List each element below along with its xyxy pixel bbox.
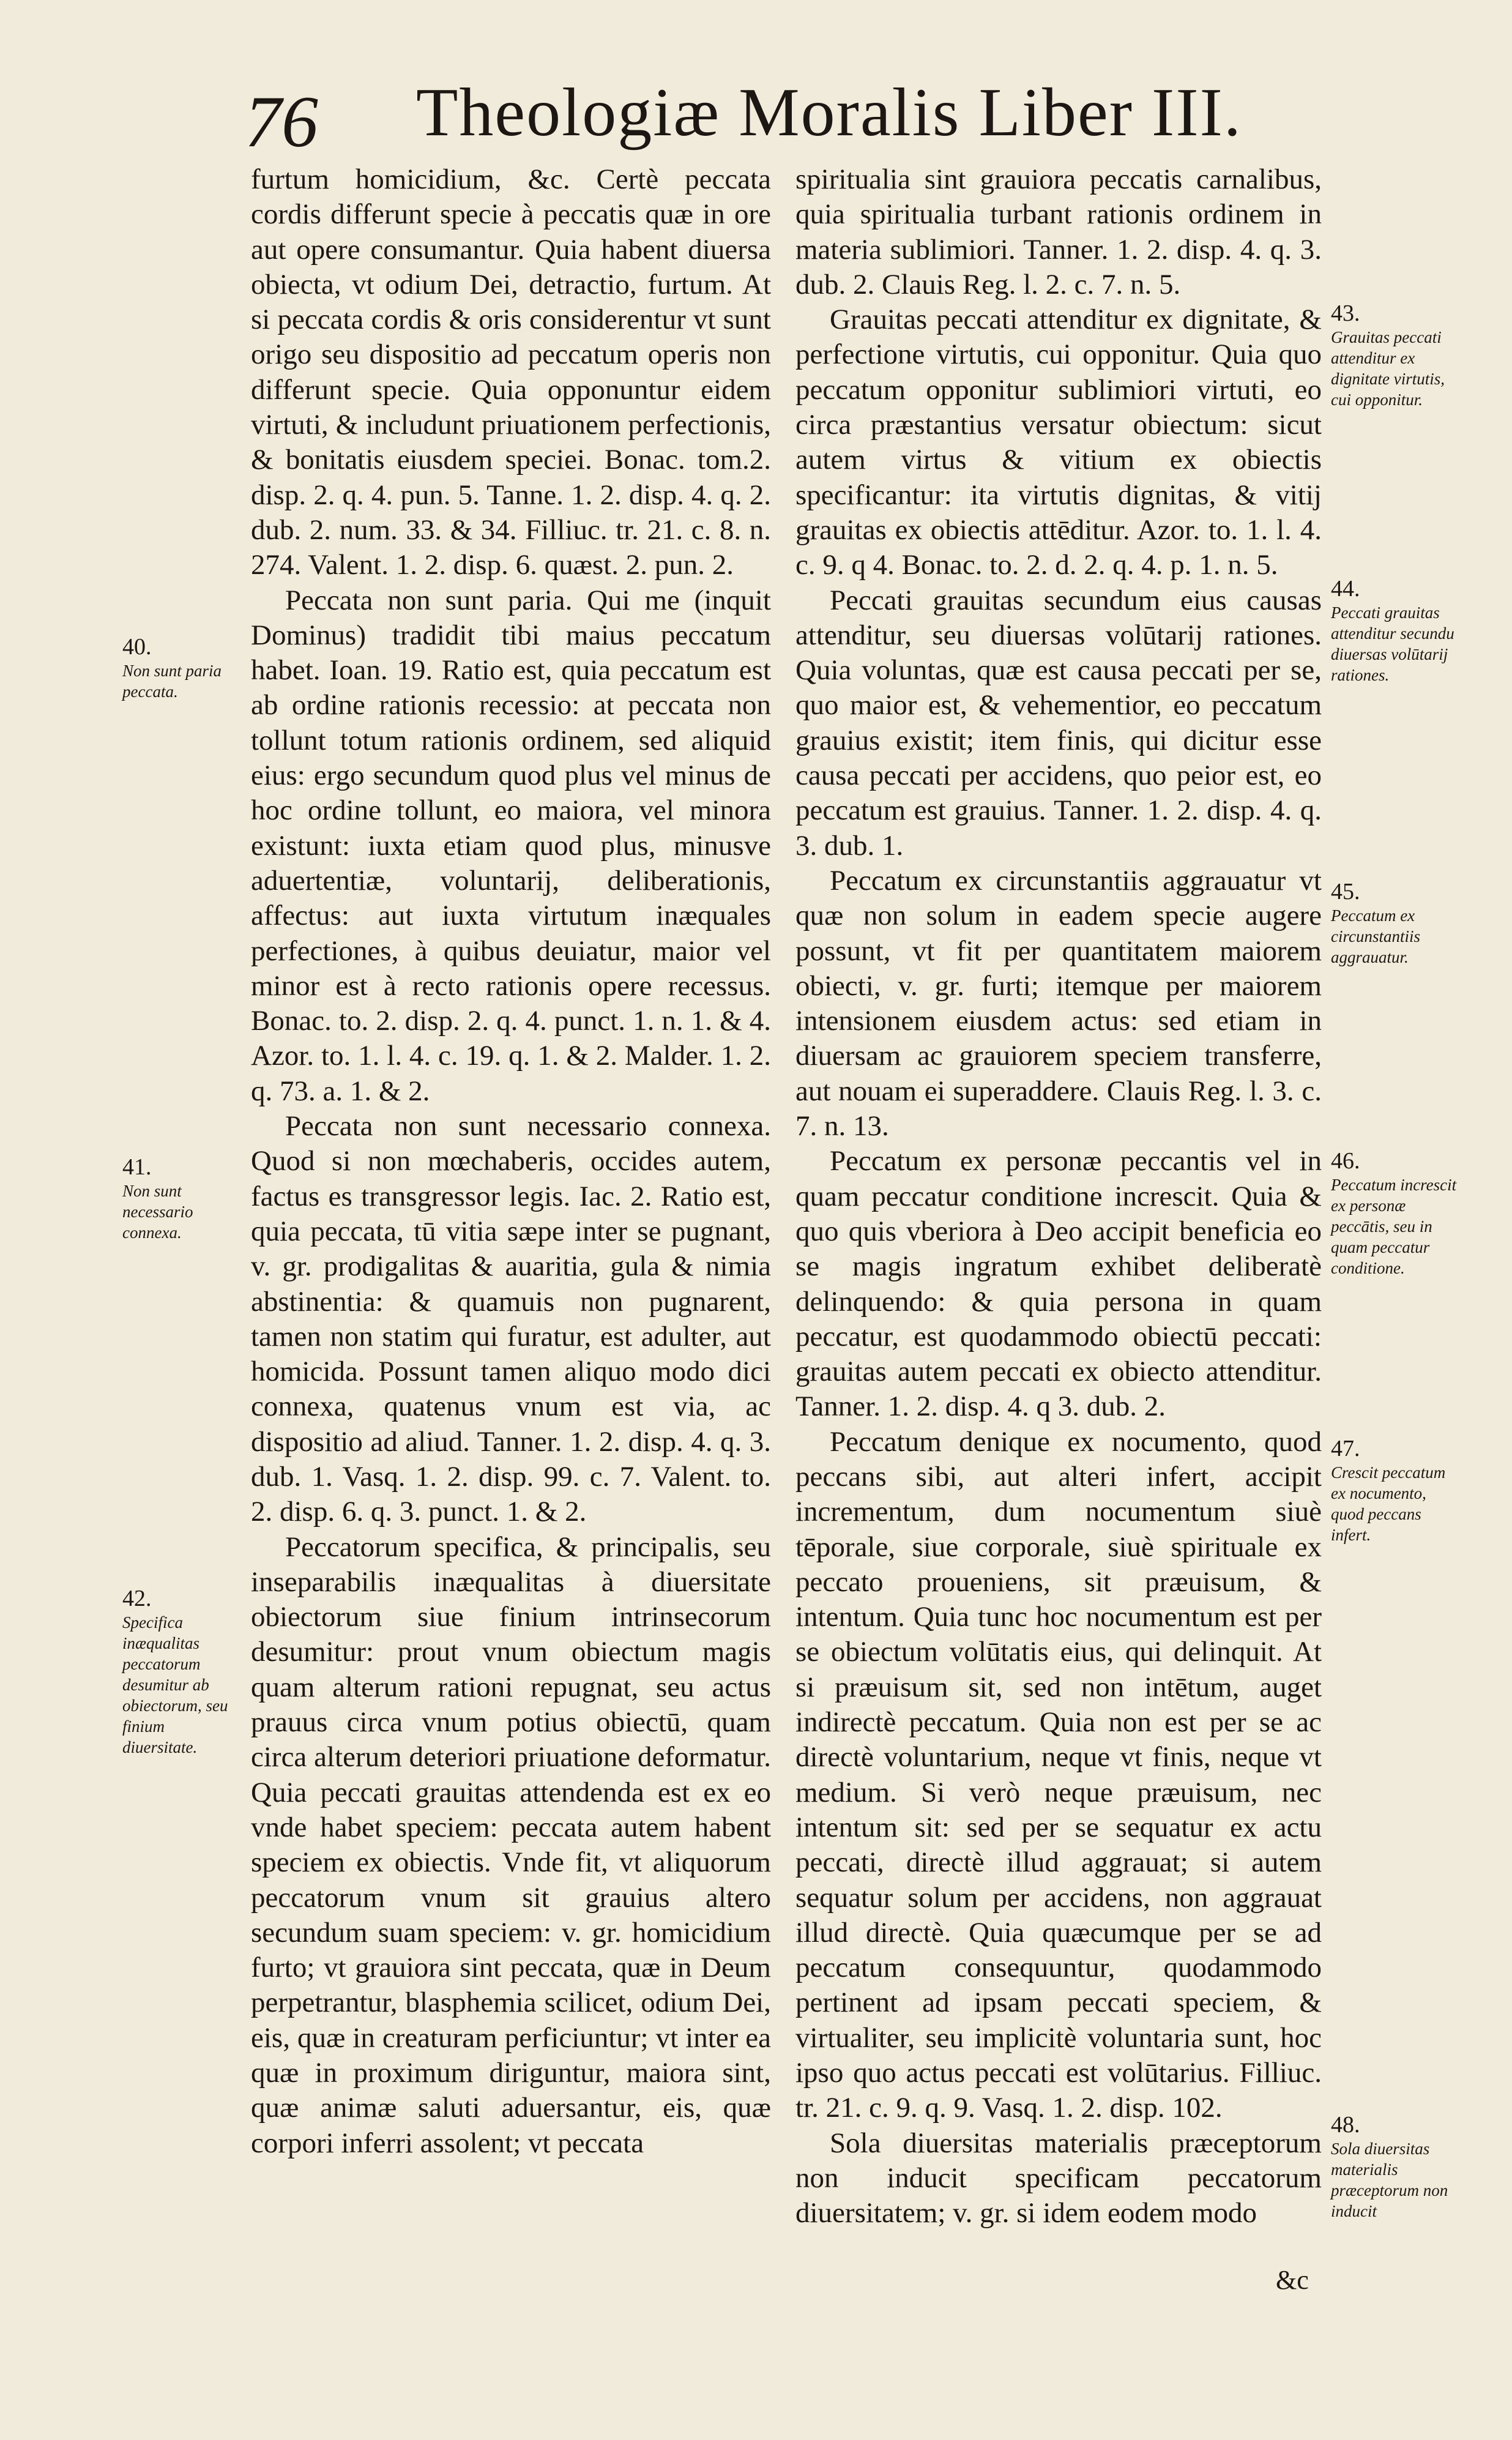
margin-note-text: Non sunt necessario connexa. [122, 1182, 193, 1242]
margin-note-text: Sola diuersitas materialis præceptorum non inducit [1331, 2140, 1448, 2220]
margin-note-44 [1331, 575, 1459, 685]
margin-note-text: Crescit peccatum ex nocumento, quod peccans infert. [1331, 1463, 1446, 1544]
margin-note-number: 43. [1331, 300, 1360, 326]
margin-note-number: 46. [1331, 1148, 1360, 1174]
margin-note-number: 41. [122, 1154, 152, 1180]
paragraph: spiritualia sint grauiora peccatis carnalibus, quia spiritualia turbant rationis ordinem in materia sublimiori. Tanner. 1. 2. disp. 4. q. 3. dub. 2. Clauis Reg. l. 2. c. 7. n. 5. [795, 163, 1322, 300]
margin-note-41 [122, 1154, 239, 1243]
paragraph: Peccatum denique ex nocumento, quod peccans sibi, aut alteri infert, accipit incrementum, dum nocumentum siuè tēporale, siue corporale, siuè spirituale ex peccato proueniens, sit præuisum, & intentum. Quia tunc hoc nocumentum est per se obiectum volūtatis eius, qui delinquit. At si præuisum sit, sed non intētum, auget indirectè peccatum. Quia non est per se ac directè voluntarium, neque vt finis, neque vt medium. Si verò neque præuisum, nec intentum sit: sed per se sequatur ex actu peccati, directè illud aggrauat; si autem sequatur solum per accidens, non aggrauat illud directè. Quia quæcumque per se ad peccatum consequuntur, quodammodo pertinent ad ipsam peccati speciem, & virtualiter, seu implicitè voluntaria sunt, hoc ipso quo actus peccati est volūtarius. Filliuc. tr. 21. c. 9. q. 9. Vasq. 1. 2. disp. 102. [795, 1425, 1322, 2124]
margin-note-42 [122, 1585, 239, 1758]
paragraph: furtum homicidium, &c. Certè peccata cordis differunt specie à peccatis quæ in ore aut opere consumantur. Quia habent diuersa obiecta, vt odium Dei, detractio, furtum. At si peccata cordis & oris considerentur vt sunt origo seu dispositio ad peccatum operis non differunt specie. Quia opponuntur eidem virtuti, & includunt priuationem perfectionis, & bonitatis eiusdem speciei. Bonac. tom.2. disp. 2. q. 4. pun. 5. Tanne. 1. 2. disp. 4. q. 2. dub. 2. num. 33. & 34. Filliuc. tr. 21. c. 8. n. 274. Valent. 1. 2. disp. 6. quæst. 2. pun. 2. [251, 163, 771, 581]
left-text-column [251, 162, 771, 2341]
margin-note-number: 48. [1331, 2112, 1360, 2138]
margin-note-number: 40. [122, 634, 152, 660]
margin-note-text: Grauitas peccati attenditur ex dignitate virtutis, cui opponitur. [1331, 328, 1445, 409]
margin-note-text: Peccatum increscit ex personæ peccātis, seu in quam peccatur conditione. [1331, 1176, 1457, 1277]
page-header [233, 67, 1395, 162]
margin-note-text: Peccatum ex circunstantiis aggrauatur. [1331, 906, 1420, 966]
margin-note-text: Specifica inæqualitas peccatorum desumitur ab obiectorum, seu finium diuersitate. [122, 1613, 228, 1756]
paragraph: Peccata non sunt paria. Qui me (inquit Dominus) tradidit tibi maius peccatum habet. Ioan. 19. Ratio est, quia peccatum est ab ordine rationis recessio: at peccata non tollunt totum rationis ordinem, sed aliquid eius: ergo secundum quod plus vel minus de hoc ordine tollunt, eo maiora, vel minora existunt: iuxta etiam quod plus, minusve aduertentiæ, voluntarij, deliberationis, affectus: aut iuxta virtutum inæquales perfectiones, à quibus deuiatur, maior vel minor est à recto rationis opere recessus. Bonac. to. 2. disp. 2. q. 4. punct. 1. n. 1. & 4. Azor. to. 1. l. 4. c. 19. q. 1. & 2. Malder. 1. 2. q. 73. a. 1. & 2. [251, 584, 771, 1107]
margin-note-number: 47. [1331, 1436, 1360, 1461]
paragraph: Peccati grauitas secundum eius causas attenditur, seu diuersas volūtarij rationes. Quia voluntas, quæ est causa peccati per se, quo maior est, & vehementior, eo peccatum grauius existit; item finis, qui dicitur esse causa peccati per accidens, quo peior est, eo peccatum est grauius. Tanner. 1. 2. disp. 4. q. 3. dub. 1. [795, 584, 1322, 862]
catchword: &c [1276, 2265, 1309, 2295]
running-title: Theologiæ Moralis Liber III. [416, 75, 1242, 151]
margin-note-text: Peccati grauitas attenditur secundu diuersas volūtarij rationes. [1331, 603, 1454, 684]
margin-note-48 [1331, 2111, 1459, 2222]
page-number: 76 [245, 81, 318, 162]
margin-note-47 [1331, 1435, 1459, 1545]
paragraph: Grauitas peccati attenditur ex dignitate, & perfectione virtutis, cui opponitur. Quia quo peccatum opponitur sublimiori virtuti, eo circa præstantius versatur obiectum: sicut autem virtus & vitium ex obiectis specificantur: ita virtutis dignitas, & vitij grauitas ex obiectis attēditur. Azor. to. 1. l. 4. c. 9. q 4. Bonac. to. 2. d. 2. q. 4. p. 1. n. 5. [795, 304, 1322, 581]
margin-note-number: 44. [1331, 576, 1360, 602]
margin-note-text: Non sunt paria peccata. [122, 662, 222, 701]
margin-note-number: 45. [1331, 879, 1360, 905]
margin-note-40 [122, 633, 239, 702]
paragraph: Peccatorum specifica, & principalis, seu inseparabilis inæqualitas à diuersitate obiectorum siue finium intrinsecorum desumitur: prout vnum obiectum magis quam alterum rationi repugnat, seu actus prauus circa vnum potius obiectū, quam circa alterum deteriori priuatione deformatur. Quia peccati grauitas attendenda est ex eo vnde habet speciem: peccata autem habent speciem ex obiectis. Vnde fit, vt aliquorum peccatorum vnum sit grauius altero secundum suam speciem: v. gr. homicidium furto; vt grauiora sint peccata, quæ in Deum perpetrantur, blasphemia scilicet, odium Dei, eis, quæ in creaturam perficiuntur; vt inter ea quæ in proximum diriguntur, maiora sint, quæ animæ saluti aduersantur, eis, quæ corpori inferri assolent; vt peccata [251, 1531, 771, 2159]
paragraph: Peccata non sunt necessario connexa. Quod si non mœchaberis, occides autem, factus es transgressor legis. Iac. 2. Ratio est, quia peccata, tū vitia sæpe inter se pugnant, v. gr. prodigalitas & auaritia, gula & nimia abstinentia: & quamuis non pugnarent, tamen non statim qui furatur, est adulter, aut homicida. Possunt tamen aliquo modo dici connexa, quatenus vnum est via, ac dispositio ad aliud. Tanner. 1. 2. disp. 4. q. 3. dub. 1. Vasq. 1. 2. disp. 99. c. 7. Valent. to. 2. disp. 6. q. 3. punct. 1. & 2. [251, 1110, 771, 1528]
paragraph: Sola diuersitas materialis præceptorum non inducit specificam peccatorum diuersitatem; v. gr. si idem eodem modo [795, 2127, 1322, 2229]
right-text-column [795, 162, 1322, 2341]
margin-note-43 [1331, 300, 1459, 410]
margin-note-46 [1331, 1147, 1459, 1278]
margin-note-number: 42. [122, 1586, 152, 1611]
margin-note-45 [1331, 878, 1459, 968]
paragraph: Peccatum ex personæ peccantis vel in quam peccatur conditione increscit. Quia & quo quis vberiora à Deo accipit beneficia eo se magis ingratum exhibet deliberatè delinquendo: & quia persona in quam peccatur, est quodammodo obiectū peccati: grauitas autem peccati ex obiecto attenditur. Tanner. 1. 2. disp. 4. q 3. dub. 2. [795, 1145, 1322, 1423]
paragraph: Peccatum ex circunstantiis aggrauatur vt quæ non solum in eadem specie augere possunt, vt fit per quantitatem maiorem obiecti, v. gr. furti; itemque per maiorem intensionem eiusdem actus: sed etiam in diuersam ac grauiorem speciem transferre, aut nouam ei superaddere. Clauis Reg. l. 3. c. 7. n. 13. [795, 864, 1322, 1143]
